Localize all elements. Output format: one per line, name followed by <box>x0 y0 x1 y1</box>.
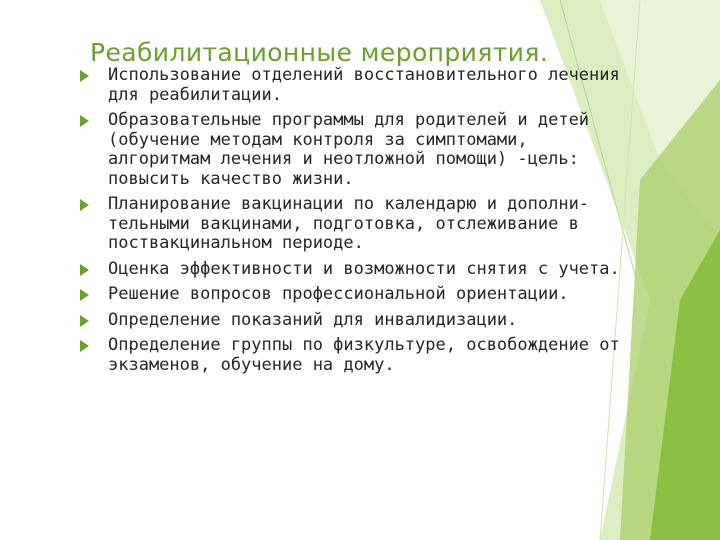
bullet-text: Решение вопросов профессиональной ориентации. <box>108 284 569 304</box>
bullet-text: Оценка эффективности и возможности снятия с учета. <box>108 258 620 279</box>
right-triangle-icon <box>80 70 89 82</box>
bullet-item <box>78 66 718 105</box>
bullet-item <box>78 260 718 280</box>
bullet-item <box>78 195 718 254</box>
bullet-text: Образовательные программы для родителей и детей (обучение методам контроля за симптомами, алгоритмам лечения и неотложной помощи) -цель: повысить качество жизни. <box>108 110 590 189</box>
right-triangle-icon <box>80 340 89 352</box>
bullet-item <box>78 285 718 305</box>
right-triangle-icon <box>80 115 89 127</box>
bullet-text: Определение показаний для инвалидизации. <box>108 309 518 330</box>
bullet-item <box>78 311 718 331</box>
right-triangle-icon <box>80 264 89 276</box>
bullet-text: Использование отделений восстановительного лечения для реабилитации. <box>108 65 620 105</box>
bullet-text: Планирование вакцинации по календарю и дополни- тельными вакцинами, подготовка, отслеживание в поствакцинальном периоде. <box>108 194 590 253</box>
right-triangle-icon <box>80 199 89 211</box>
right-triangle-icon <box>80 315 89 327</box>
bullet-item <box>78 336 718 375</box>
bullet-list <box>78 66 718 381</box>
bullet-text: Определение группы по физкультуре, освобождение от экзаменов, обучение на дому. <box>108 335 620 375</box>
slide-title: Реабилитационные мероприятия. <box>90 38 549 67</box>
right-triangle-icon <box>80 289 89 301</box>
bullet-item <box>78 111 718 189</box>
